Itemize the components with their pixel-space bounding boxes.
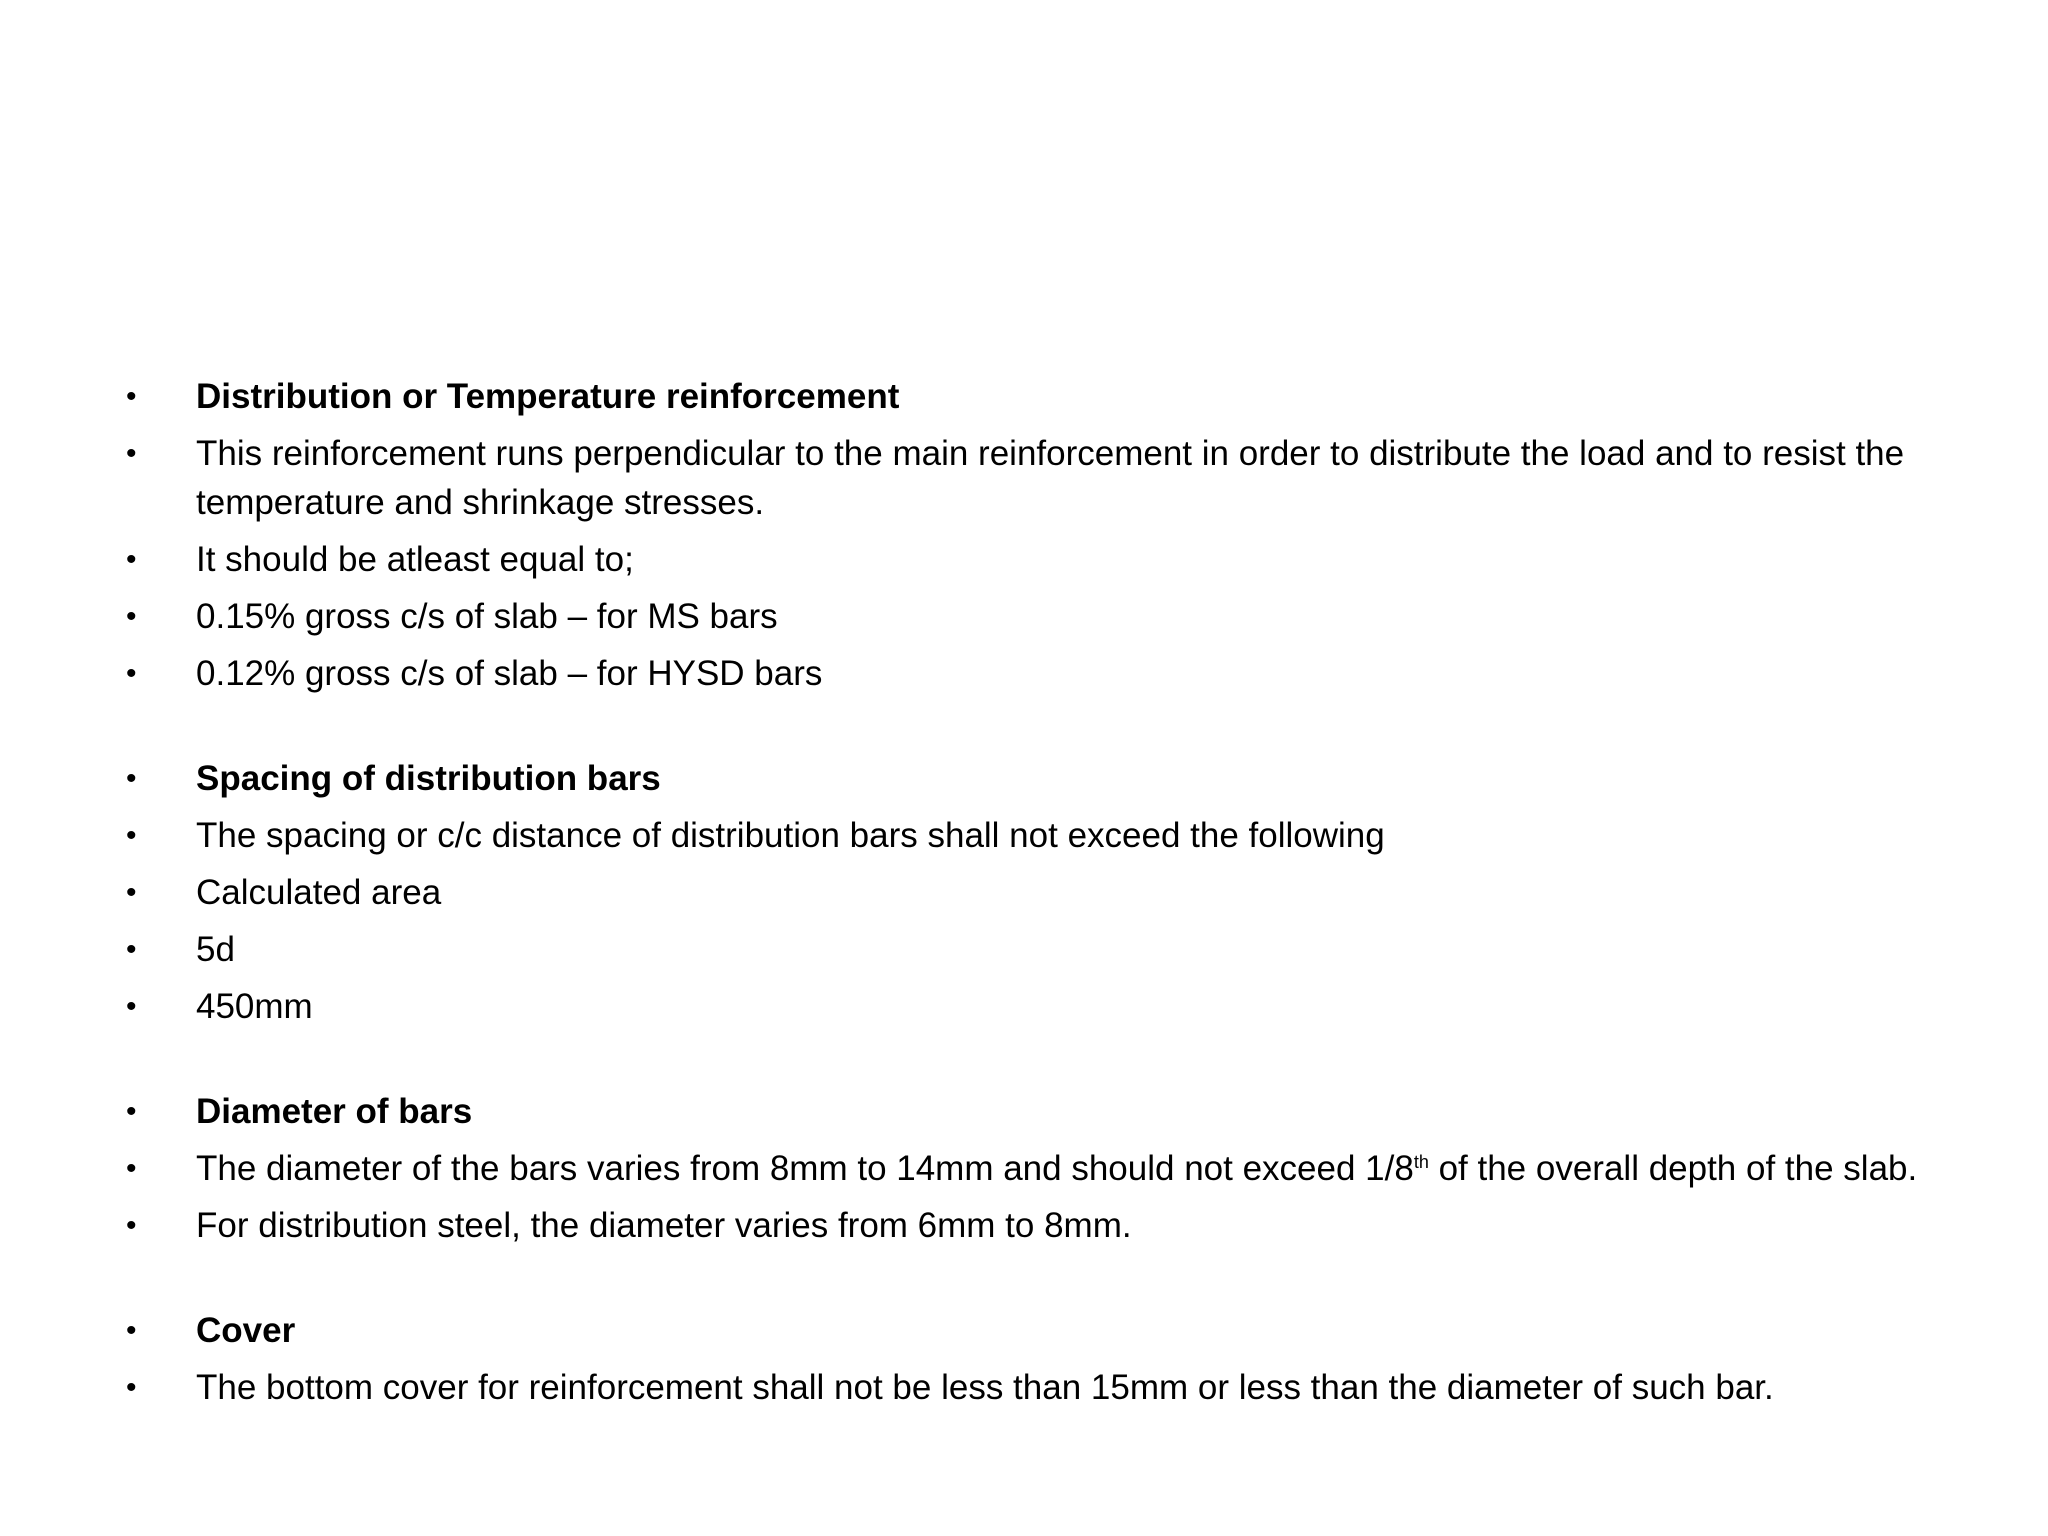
list-item <box>120 535 1970 584</box>
diameter-text-after: of the overall depth of the slab. <box>1428 1149 1918 1188</box>
list-item <box>120 592 1970 641</box>
bullet-icon: • <box>126 819 137 852</box>
bullet-icon: • <box>126 933 137 966</box>
list-item <box>120 982 1970 1031</box>
list-item-text: This reinforcement runs perpendicular to the main reinforcement in order to distribute the load and to resist the temperature and shrinkage stresses. <box>196 434 1905 522</box>
diameter-text-before: The diameter of the bars varies from 8mm to 14mm and should not exceed 1/8 <box>196 1149 1414 1188</box>
list-item <box>120 868 1970 917</box>
list-item-text: 5d <box>196 930 235 969</box>
bullet-icon: • <box>126 1314 137 1347</box>
section-heading: Cover <box>196 1311 296 1350</box>
bullet-icon: • <box>126 1209 137 1242</box>
list-item-text: The spacing or c/c distance of distribution bars shall not exceed the following <box>196 816 1385 855</box>
list-item <box>120 811 1970 860</box>
bullet-icon: • <box>126 600 137 633</box>
bullet-icon: • <box>126 876 137 909</box>
bullet-icon: • <box>126 543 137 576</box>
section-heading: Distribution or Temperature reinforcement <box>196 377 900 416</box>
list-item-text: 0.12% gross c/s of slab – for HYSD bars <box>196 654 823 693</box>
slide-content <box>120 372 1970 1420</box>
bullet-icon: • <box>126 1152 137 1185</box>
list-item-text <box>196 1149 1917 1188</box>
list-item-text: The bottom cover for reinforcement shall not be less than 15mm or less than the diameter of such bar. <box>196 1368 1774 1407</box>
bullet-icon: • <box>126 657 137 690</box>
heading-cover <box>120 1306 1970 1355</box>
list-item-text: 0.15% gross c/s of slab – for MS bars <box>196 597 778 636</box>
bullet-icon: • <box>126 437 137 470</box>
bullet-icon: • <box>126 990 137 1023</box>
bullet-list <box>120 372 1970 1412</box>
list-item-text: It should be atleast equal to; <box>196 540 634 579</box>
heading-distribution-reinforcement <box>120 372 1970 421</box>
section-heading: Spacing of distribution bars <box>196 759 661 798</box>
list-item <box>120 649 1970 698</box>
list-item-text: 450mm <box>196 987 313 1026</box>
list-item-text: Calculated area <box>196 873 442 912</box>
list-item <box>120 1144 1970 1193</box>
superscript-th: th <box>1413 1152 1429 1172</box>
bullet-icon: • <box>126 380 137 413</box>
bullet-icon: • <box>126 1095 137 1128</box>
heading-spacing-distribution-bars <box>120 754 1970 803</box>
list-item-text: For distribution steel, the diameter varies from 6mm to 8mm. <box>196 1206 1132 1245</box>
heading-diameter-of-bars <box>120 1087 1970 1136</box>
bullet-icon: • <box>126 1371 137 1404</box>
section-heading: Diameter of bars <box>196 1092 473 1131</box>
list-item <box>120 1201 1970 1250</box>
list-item <box>120 925 1970 974</box>
list-item <box>120 429 1970 527</box>
list-item <box>120 1363 1970 1412</box>
bullet-icon: • <box>126 762 137 795</box>
